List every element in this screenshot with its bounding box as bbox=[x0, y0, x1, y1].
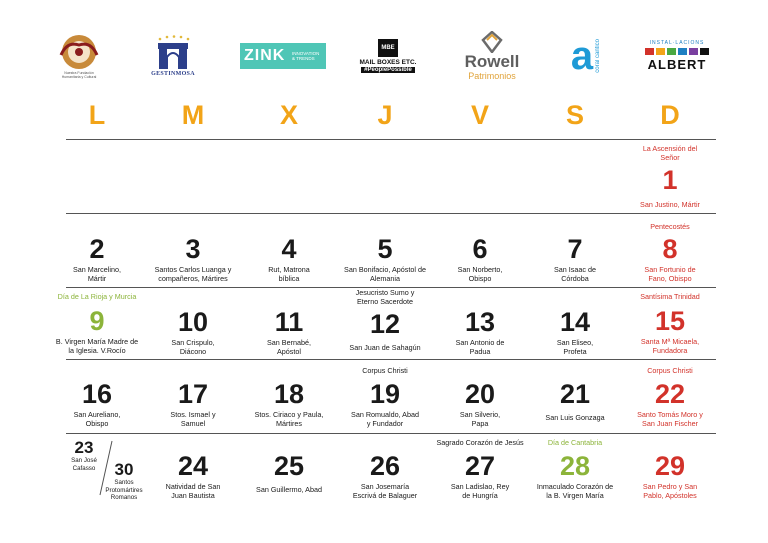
day-saint: San José Cafasso bbox=[71, 457, 97, 472]
day-cell-6 bbox=[432, 235, 528, 283]
sponsor-1-line2: Humanitaria y Cultural bbox=[61, 75, 97, 79]
day-saint: San Justino, Mártir bbox=[640, 200, 700, 209]
day-number: 4 bbox=[281, 234, 297, 264]
day-number: 11 bbox=[274, 307, 304, 337]
day-saint: San Aureliano, Obispo bbox=[73, 410, 121, 428]
day-number: 26 bbox=[369, 451, 401, 481]
day-saint: Inmaculado Corazón de la B. Virgen María bbox=[536, 482, 614, 500]
sponsor-6-name: coral cantico bbox=[595, 39, 602, 73]
day-saint: Stos. Ciriaco y Paula, Mártires bbox=[254, 410, 324, 428]
day-number: 6 bbox=[472, 234, 488, 264]
day-cell-20 bbox=[432, 380, 528, 428]
weekday-sun: D bbox=[660, 100, 680, 130]
day-number: 17 bbox=[177, 379, 209, 409]
sponsor-4-tagline: #PeoplePossible bbox=[361, 67, 415, 73]
sponsor-4-badge: MBE bbox=[378, 39, 398, 57]
day-cell-12 bbox=[337, 288, 433, 352]
weekday-sat: S bbox=[565, 100, 584, 130]
day-number: 13 bbox=[464, 307, 496, 337]
day-number: 20 bbox=[464, 379, 496, 409]
day-cell-26 bbox=[337, 452, 433, 500]
day-cell-24 bbox=[145, 452, 241, 500]
week-divider bbox=[66, 139, 716, 140]
day-observance: Corpus Christi bbox=[647, 366, 693, 375]
day-cell-1 bbox=[622, 144, 718, 209]
day-cell-22 bbox=[622, 366, 718, 428]
day-saint: San Luis Gonzaga bbox=[545, 413, 605, 422]
day-cell-10 bbox=[145, 308, 241, 356]
week-divider bbox=[66, 213, 716, 214]
day-number: 15 bbox=[654, 306, 686, 336]
day-saint: Santos Protomártires Romanos bbox=[105, 479, 143, 501]
sponsor-7-line1: INSTAL·LACIONS bbox=[649, 40, 705, 46]
day-cell-19 bbox=[337, 366, 433, 428]
day-number: 27 bbox=[464, 451, 496, 481]
day-cell-14 bbox=[527, 308, 623, 356]
day-number: 18 bbox=[273, 379, 305, 409]
day-saint: Santa Mª Micaela, Fundadora bbox=[640, 337, 700, 355]
day-number: 10 bbox=[177, 307, 209, 337]
day-saint: San Antonio de Padua bbox=[455, 338, 505, 356]
weekday-wed: X bbox=[279, 100, 298, 130]
day-number: 7 bbox=[567, 234, 583, 264]
day-saint: San Isaac de Córdoba bbox=[554, 265, 596, 283]
day-number: 12 bbox=[369, 309, 401, 339]
day-observance: Pentecostés bbox=[650, 222, 690, 231]
day-cell-5 bbox=[337, 235, 433, 283]
day-cell-15 bbox=[622, 292, 718, 355]
sponsor-1-line1: Nuestra Fundación bbox=[64, 71, 94, 75]
day-cell-3 bbox=[145, 235, 241, 283]
week-divider bbox=[66, 359, 716, 360]
day-saint: San Marcelino, Mártir bbox=[73, 265, 121, 283]
day-saint: San Romualdo, Abad y Fundador bbox=[351, 410, 419, 428]
sponsor-6-letter: a bbox=[570, 34, 594, 78]
day-cell-27 bbox=[427, 438, 533, 500]
day-number: 5 bbox=[377, 234, 393, 264]
day-cell-25 bbox=[241, 452, 337, 494]
day-saint: Natividad de San Juan Bautista bbox=[165, 482, 221, 500]
day-number: 30 bbox=[114, 460, 134, 479]
day-number: 16 bbox=[81, 379, 113, 409]
day-saint: San Crispulo, Diácono bbox=[171, 338, 215, 356]
day-cell-11 bbox=[241, 308, 337, 356]
sponsor-2-name: GESTINMOSA bbox=[151, 71, 195, 77]
day-number: 21 bbox=[559, 379, 591, 409]
day-observance: Sagrado Corazón de Jesús bbox=[436, 438, 524, 447]
day-number: 24 bbox=[177, 451, 209, 481]
week-divider bbox=[66, 433, 716, 434]
day-observance: Santísima Trinidad bbox=[640, 292, 700, 301]
day-saint: San Bernabé, Apóstol bbox=[267, 338, 311, 356]
day-cell-13 bbox=[432, 308, 528, 356]
day-number: 29 bbox=[654, 451, 686, 481]
day-saint: Santos Carlos Luanga y compañeros, Mártires bbox=[154, 265, 232, 283]
day-number: 9 bbox=[89, 306, 105, 336]
day-saint: Rut, Matrona bíblica bbox=[268, 265, 310, 283]
day-cell-4 bbox=[241, 235, 337, 283]
day-cell-8 bbox=[622, 222, 718, 283]
day-number: 19 bbox=[369, 379, 401, 409]
sponsor-5-tagline: Patrimonios bbox=[468, 71, 516, 81]
day-number: 14 bbox=[559, 307, 591, 337]
sponsor-5-name: Rowell bbox=[464, 52, 520, 71]
day-observance: Corpus Christi bbox=[362, 366, 408, 375]
weekday-mon: L bbox=[88, 100, 106, 130]
day-number: 25 bbox=[273, 451, 305, 481]
day-saint: San Eliseo, Profeta bbox=[556, 338, 594, 356]
day-number: 3 bbox=[185, 234, 201, 264]
day-number: 22 bbox=[654, 379, 686, 409]
day-saint: Stos. Ismael y Samuel bbox=[170, 410, 216, 428]
day-saint: San Josemaría Escrivá de Balaguer bbox=[352, 482, 418, 500]
day-cell-2 bbox=[49, 235, 145, 283]
day-saint: San Juan de Sahagún bbox=[349, 343, 421, 352]
day-number: 23 bbox=[74, 438, 94, 457]
day-observance: Día de La Rioja y Murcia bbox=[57, 292, 137, 301]
day-number: 2 bbox=[89, 234, 105, 264]
day-number: 28 bbox=[559, 451, 591, 481]
day-number: 8 bbox=[662, 234, 678, 264]
day-cell-28 bbox=[527, 438, 623, 500]
sponsor-3-tagline: INNOVATION & TRENDS bbox=[292, 51, 320, 61]
sponsor-7-name: ALBERT bbox=[647, 57, 707, 72]
day-cell-21 bbox=[527, 380, 623, 422]
day-saint: San Pedro y San Pablo, Apóstoles bbox=[642, 482, 698, 500]
day-saint: San Bonifacio, Apóstol de Alemania bbox=[344, 265, 426, 283]
sponsor-3-name: ZINK bbox=[244, 47, 286, 64]
day-saint: B. Virgen María Madre de la Iglesia. V.Rocío bbox=[55, 337, 139, 355]
day-saint: San Guillermo, Abad bbox=[256, 485, 322, 494]
day-saint: San Fortunio de Fano, Obispo bbox=[644, 265, 696, 283]
day-number: 1 bbox=[662, 165, 678, 195]
day-observance: La Ascensión del Señor bbox=[642, 144, 698, 162]
day-cell-9 bbox=[49, 292, 145, 355]
day-saint: San Norberto, Obispo bbox=[457, 265, 503, 283]
weekday-thu: J bbox=[377, 100, 393, 130]
day-saint: San Ladislao, Rey de Hungría bbox=[450, 482, 510, 500]
day-saint: San Silverio, Papa bbox=[459, 410, 501, 428]
day-cell-30 bbox=[98, 460, 150, 502]
day-cell-17 bbox=[145, 380, 241, 428]
weekday-fri: V bbox=[470, 100, 489, 130]
day-cell-16 bbox=[49, 380, 145, 428]
day-observance: Día de Cantabria bbox=[547, 438, 603, 447]
day-observance: Jesucristo Sumo y Eterno Sacerdote bbox=[355, 288, 415, 306]
sponsor-4-name: MAIL BOXES ETC. bbox=[359, 59, 417, 66]
day-cell-7 bbox=[527, 235, 623, 283]
day-cell-18 bbox=[241, 380, 337, 428]
day-cell-29 bbox=[622, 452, 718, 500]
day-saint: Santo Tomás Moro y San Juan Fischer bbox=[637, 410, 703, 428]
weekday-tue: M bbox=[181, 100, 205, 130]
